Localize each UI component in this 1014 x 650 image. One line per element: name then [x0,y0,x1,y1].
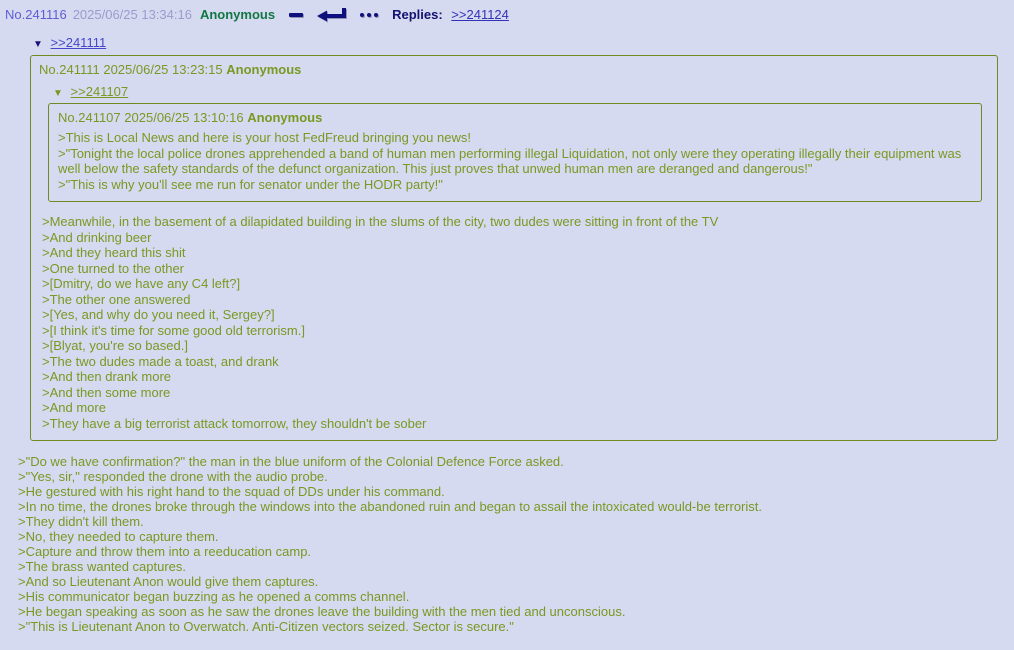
post-number-link[interactable]: No.241111 [39,62,100,77]
greentext-line: >The two dudes made a toast, and drank [42,353,279,369]
greentext-line: >The other one answered [42,291,191,307]
hide-post-button[interactable] [289,13,303,17]
greentext-line: >In no time, the drones broke through the windows into the abandoned ruin and began to assail the intoxicated would-be terrorist. [18,499,763,514]
post-number-link[interactable]: No.241107 [58,110,121,125]
greentext-line: >One turned to the other [42,260,185,276]
greentext-line: >The brass wanted captures. [18,559,187,574]
greentext-line: >And drinking beer [42,229,152,245]
greentext-line: >His communicator began buzzing as he opened a comms channel. [18,589,410,604]
greentext-line: >And so Lieutenant Anon would give them captures. [18,574,319,589]
reply-backlink-241124[interactable]: >>241124 [451,7,509,22]
post-timestamp: 2025/06/25 13:10:16 [124,110,244,125]
post-header-icons [289,7,378,22]
greentext-line: >[I think it's time for some good old terrorism.] [42,322,305,338]
greentext-line: >[Dmitry, do we have any C4 left?] [42,276,241,291]
greentext-line: >"This is Lieutenant Anon to Overwatch. Anti-Citizen vectors seized. Sector is secure." [18,619,514,634]
greentext-line: >"Yes, sir," responded the drone with the audio probe. [18,469,328,484]
collapse-triangle-icon[interactable]: ▼ [53,88,63,99]
collapse-triangle-icon[interactable]: ▼ [33,39,43,50]
post-body-241107 [58,130,975,192]
greentext-line: >Meanwhile, in the basement of a dilapidated building in the slums of the city, two dudes were sitting in front of the TV [42,214,719,229]
greentext-line: >"This is why you'll see me run for senator under the HODR party!" [58,176,443,192]
quote-toggle-241111 [33,35,1010,50]
quoted-post-header [58,110,975,125]
post-header [4,4,1010,22]
quote-toggle-241107 [53,84,987,99]
greentext-line: >No, they needed to capture them. [18,529,219,544]
replies-label: Replies: [392,7,443,22]
greentext-line: >He began speaking as soon as he saw the drones leave the building with the men tied and unconscious. [18,604,626,619]
dots-icon [360,13,364,17]
post-author-name: Anonymous [226,62,302,77]
greentext-line: >Capture and throw them into a reeducation camp. [18,544,312,559]
minus-icon [289,13,303,17]
reply-button[interactable] [316,7,347,22]
replies-section [392,7,509,22]
quote-link-241111[interactable]: >>241111 [50,35,107,50]
post-author-name: Anonymous [247,110,323,125]
post-menu-button[interactable] [360,13,378,17]
reply-arrow-icon [316,7,347,22]
post-author-name: Anonymous [199,7,276,22]
post-body-241116 [18,454,1010,634]
greentext-line: >And they heard this shit [42,245,186,260]
greentext-line: >[Yes, and why do you need it, Sergey?] [42,307,275,322]
post-timestamp: 2025/06/25 13:34:16 [72,7,192,22]
quoted-post-241107 [48,103,982,202]
post-timestamp: 2025/06/25 13:23:15 [103,62,223,77]
greentext-line: >This is Local News and here is your host FedFreud bringing you news! [58,130,471,145]
post-number-link[interactable]: No.241116 [5,7,67,22]
post-body-241111 [42,214,987,431]
greentext-line: >And more [42,400,106,415]
greentext-line: >[Blyat, you're so based.] [42,338,188,353]
quoted-post-header [39,62,987,77]
quote-link-241107[interactable]: >>241107 [70,84,129,99]
greentext-line: >He gestured with his right hand to the squad of DDs under his command. [18,484,445,499]
quoted-post-241111 [30,55,998,441]
greentext-line: >They didn't kill them. [18,514,144,529]
greentext-line: >They have a big terrorist attack tomorrow, they shouldn't be sober [42,415,427,431]
greentext-line: >And then some more [42,384,171,400]
greentext-line: >And then drank more [42,369,171,384]
post-241116 [4,4,1010,634]
greentext-line: >"Do we have confirmation?" the man in the blue uniform of the Colonial Defence Force asked. [18,454,564,469]
greentext-line: >"Tonight the local police drones apprehended a band of human men performing illegal Liquidation, not only were they operating illegally their equipment was well below the safety standards of the defunct organization. This just proves that unwed human men are deranged and dangerous!" [58,145,962,176]
